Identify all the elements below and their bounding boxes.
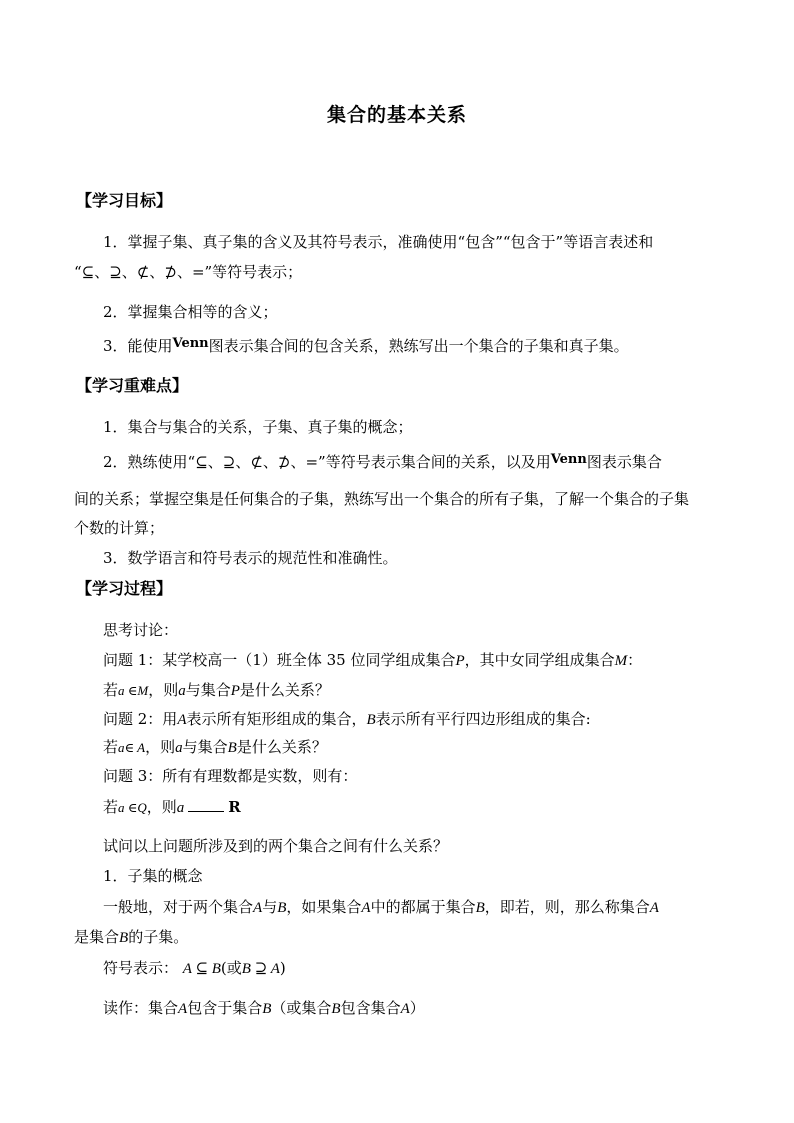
heading-process: 【学习过程】 <box>76 579 173 598</box>
subset-definition-line-2: 是集合B的子集。 <box>74 928 189 946</box>
question-3-detail: 若a ∈Q，则a R <box>103 798 241 816</box>
key-point-2-line-3: 个数的计算； <box>74 519 165 537</box>
subset-concept-heading: 1．子集的概念 <box>103 867 203 885</box>
question-1: 问题 1：某学校高一（1）班全体 35 位同学组成集合P，其中女同学组成集合M： <box>103 651 643 669</box>
key-point-1: 1．集合与集合的关系，子集、真子集的概念； <box>103 418 413 436</box>
subset-definition-line-1: 一般地，对于两个集合A与B，如果集合A中的都属于集合B，即若，则，那么称集合A <box>103 898 659 916</box>
key-point-3: 3．数学语言和符号表示的规范性和准确性。 <box>103 549 398 567</box>
question-3: 问题 3：所有有理数都是实数，则有： <box>103 767 358 785</box>
read-as: 读作：集合A包含于集合B（或集合B包含集合A） <box>103 999 425 1017</box>
think-discuss: 思考讨论： <box>103 621 179 639</box>
question-2-detail: 若a∈ A，则a与集合B是什么关系？ <box>103 738 327 756</box>
answer-blank <box>188 797 224 812</box>
heading-key-points: 【学习重难点】 <box>76 376 189 395</box>
goal-2: 2．掌握集合相等的含义； <box>103 303 278 321</box>
question-1-detail: 若a ∈M，则a与集合P是什么关系？ <box>103 681 330 699</box>
goal-1-line-2: “⊆、⊇、⊄、⊅、=”等符号表示； <box>74 263 303 281</box>
relation-question: 试问以上问题所涉及到的两个集合之间有什么关系？ <box>103 837 449 855</box>
goal-3: 3．能使用Venn图表示集合间的包含关系，熟练写出一个集合的子集和真子集。 <box>103 336 629 355</box>
key-point-2-line-2: 间的关系；掌握空集是任何集合的子集，熟练写出一个集合的所有子集，了解一个集合的子集 <box>74 490 690 508</box>
question-2: 问题 2：用A表示所有矩形组成的集合，B表示所有平行四边形组成的集合: <box>103 710 591 728</box>
heading-goals: 【学习目标】 <box>76 191 173 210</box>
page-title: 集合的基本关系 <box>326 104 467 126</box>
symbol-notation: 符号表示： A ⊆ B(或B ⊇ A) <box>103 959 286 977</box>
goal-1-line-1: 1．掌握子集、真子集的含义及其符号表示，准确使用“包含”“包含于”等语言表述和 <box>103 233 654 251</box>
key-point-2-line-1: 2．熟练使用“⊆、⊇、⊄、⊅、=”等符号表示集合间的关系，以及用Venn图表示集合 <box>103 452 662 471</box>
